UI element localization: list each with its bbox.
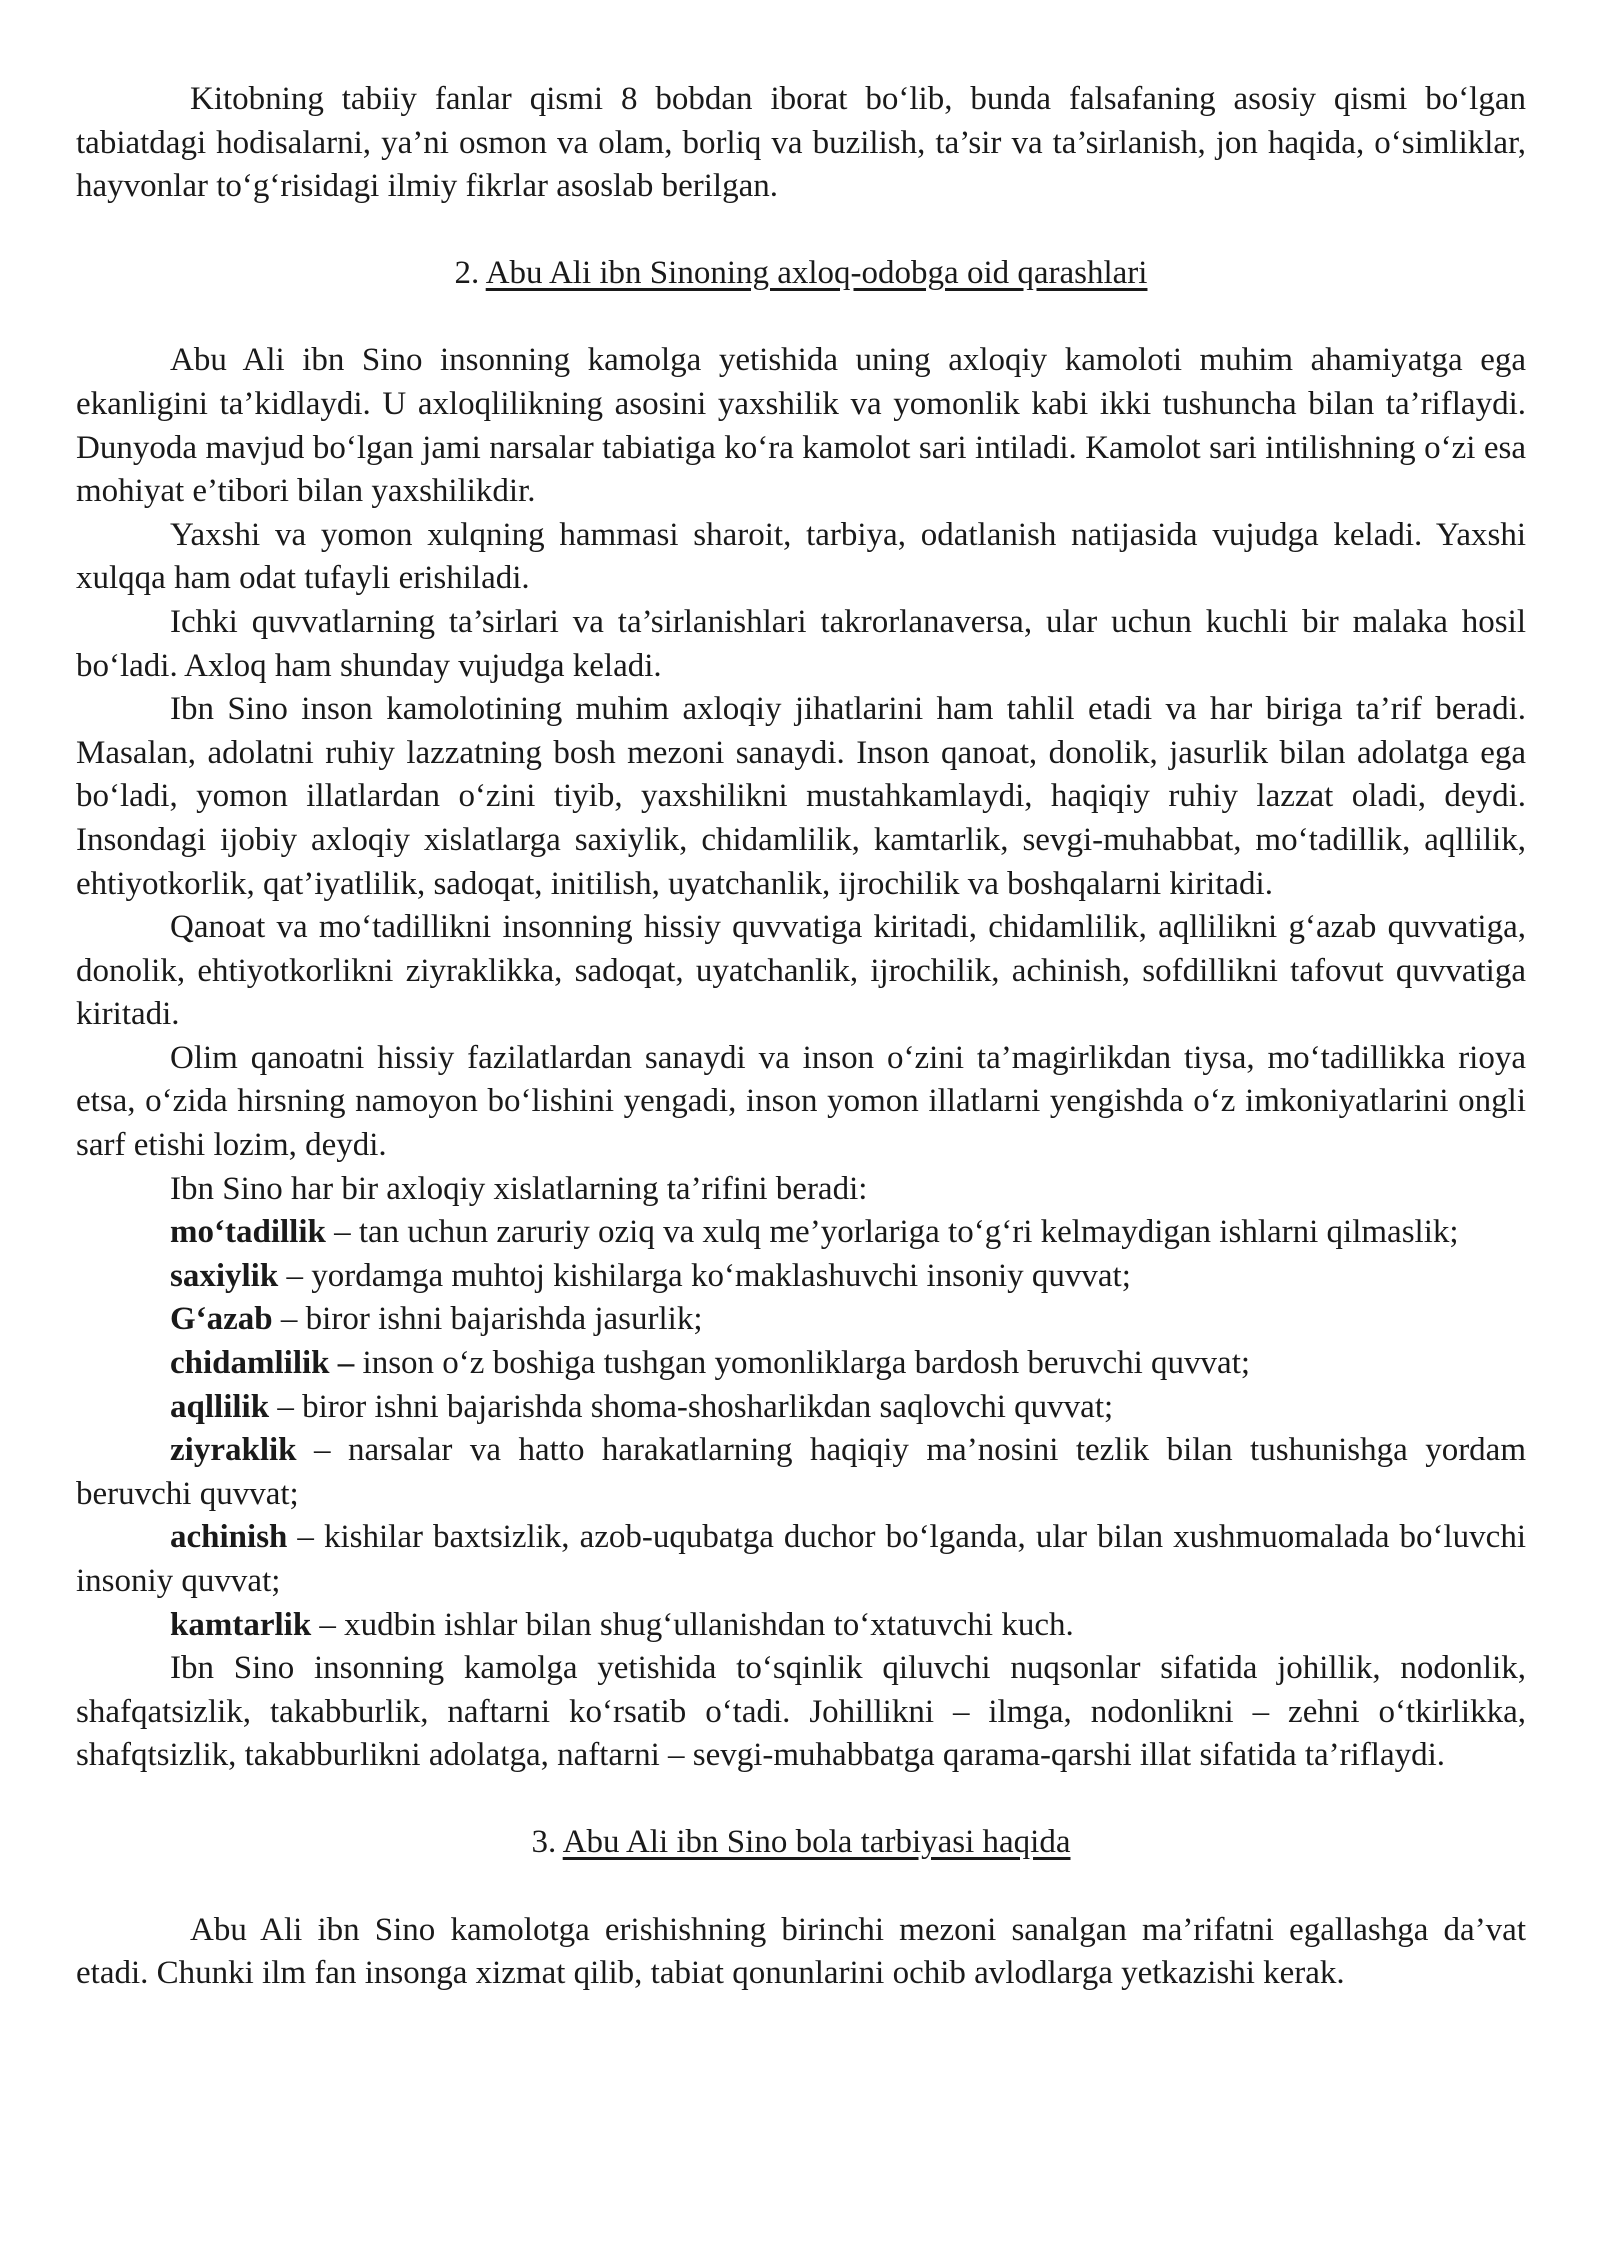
definition-item	[76, 1386, 1526, 1430]
definition-term: achinish	[170, 1519, 288, 1556]
section-2-paragraph: Ichki quvvatlarning ta’sirlari va ta’sirlanishlari takrorlanaversa, ular uchun kuchli bir malaka hosil bo‘ladi. Axloq ham shunday vujudga keladi.	[76, 603, 1526, 684]
definition-text: – yordamga muhtoj kishilarga ko‘maklashuvchi insoniy quvvat;	[278, 1257, 1131, 1294]
section-2-paragraph: Yaxshi va yomon xulqning hammasi sharoit, tarbiya, odatlanish natijasida vujudga keladi. Yaxshi xulqqa ham odat tufayli erishiladi.	[76, 516, 1526, 597]
section-2-title: Abu Ali ibn Sinoning axloq-odobga oid qarashlari	[485, 254, 1148, 291]
definition-term: G‘azab	[170, 1301, 273, 1338]
definition-item	[76, 1298, 1526, 1342]
section-2-paragraph: Qanoat va mo‘tadillikni insonning hissiy quvvatiga kiritadi, chidamlilik, aqllilikni g‘azab quvvatiga, donolik, ehtiyotkorlikni ziyraklikka, sadoqat, uyatchanlik, ijrochilik, achinish, sofdillikni tafovut quvvatiga kiritadi.	[76, 909, 1526, 1033]
section-2-number: 2.	[454, 254, 480, 291]
section-2-closing-paragraph: Ibn Sino insonning kamolga yetishida to‘sqinlik qiluvchi nuqsonlar sifatida johillik, nodonlik, shafqatsizlik, takabburlik, naftarni ko‘rsatib o‘tadi. Johillikni – ilmga, nodonlikni – zehni o‘tkirlikka, shafqtsizlik, takabburlikni adolatga, naftarni – sevgi-muhabbatga qarama-qarshi illat sifatida ta’riflaydi.	[76, 1650, 1526, 1774]
section-3-paragraph: Abu Ali ibn Sino kamolotga erishishning birinchi mezoni sanalgan ma’rifatni egallashga da’vat etadi. Chunki ilm fan insonga xizmat qilib, tabiat qonunlarini ochib avlodlarga yetkazishi kerak.	[76, 1911, 1526, 1992]
section-2-paragraph: Abu Ali ibn Sino insonning kamolga yetishida uning axloqiy kamoloti muhim ahamiyatga ega ekanligini ta’kidlaydi. U axloqlilikning asosini yaxshilik va yomonlik kabi ikki tushuncha bilan ta’riflaydi. Dunyoda mavjud bo‘lgan jami narsalar tabiatiga ko‘ra kamolot sari intiladi. Kamolot sari intilishning o‘zi esa mohiyat e’tibori bilan yaxshilikdir.	[76, 342, 1526, 510]
definition-term: ziyraklik	[170, 1432, 297, 1469]
definition-text: – kishilar baxtsizlik, azob-uqubatga duchor bo‘lganda, ular bilan xushmuomalada bo‘luvchi insoniy quvvat;	[76, 1519, 1526, 1599]
definition-item	[76, 1255, 1526, 1299]
definition-term: saxiylik	[170, 1257, 279, 1294]
definition-text: – narsalar va hatto harakatlarning haqiqiy ma’nosini tezlik bilan tushunishga yordam beruvchi quvvat;	[76, 1432, 1526, 1512]
section-3-heading	[76, 1821, 1526, 1865]
definition-text: – biror ishni bajarishda shoma-shosharlikdan saqlovchi quvvat;	[269, 1388, 1114, 1425]
section-2-paragraph: Olim qanoatni hissiy fazilatlardan sanaydi va inson o‘zini ta’magirlikdan tiysa, mo‘tadillikka rioya etsa, o‘zida hirsning namoyon bo‘lishini yengadi, inson yomon illatlarni yengishda o‘z imkoniyatlarini ongli sarf etishi lozim, deydi.	[76, 1039, 1526, 1164]
definition-text: inson o‘z boshiga tushgan yomonliklarga bardosh beruvchi quvvat;	[354, 1345, 1251, 1382]
definition-text: – xudbin ishlar bilan shug‘ullanishdan to‘xtatuvchi kuch.	[311, 1606, 1074, 1643]
section-3-title: Abu Ali ibn Sino bola tarbiyasi haqida	[562, 1823, 1071, 1860]
definition-item	[76, 1516, 1526, 1603]
definition-term: mo‘tadillik	[170, 1214, 326, 1251]
definition-term: aqllilik	[170, 1388, 270, 1425]
definition-item	[76, 1211, 1526, 1255]
definition-item	[76, 1429, 1526, 1516]
definition-term: chidamlilik –	[170, 1345, 355, 1382]
definition-item	[76, 1342, 1526, 1386]
section-2-paragraph: Ibn Sino inson kamolotining muhim axloqiy jihatlarini ham tahlil etadi va har biriga ta’rif beradi. Masalan, adolatni ruhiy lazzatning bosh mezoni sanaydi. Inson qanoat, donolik, jasurlik bilan adolatga ega bo‘ladi, yomon illatlardan o‘zini tiyib, yaxshilikni mustahkamlaydi, haqiqiy ruhiy lazzat oladi, deydi. Insondagi ijobiy axloqiy xislatlarga saxiylik, chidamlilik, kamtarlik, sevgi-muhabbat, mo‘tadillik, aqllilik, ehtiyotkorlik, qat’iyatlilik, sadoqat, initilish, uyatchanlik, ijrochilik va boshqalarni kiritadi.	[76, 691, 1526, 902]
section-2-heading	[76, 252, 1526, 296]
definition-item	[76, 1604, 1526, 1648]
definition-term: kamtarlik	[170, 1606, 312, 1643]
definition-text: – biror ishni bajarishda jasurlik;	[272, 1301, 703, 1338]
section-3-number: 3.	[531, 1823, 557, 1860]
intro-paragraph: Kitobning tabiiy fanlar qismi 8 bobdan iborat bo‘lib, bunda falsafaning asosiy qismi bo‘lgan tabiatdagi hodisalarni, ya’ni osmon va olam, borliq va buzilish, ta’sir va ta’sirlanish, jon haqida, o‘simliklar, hayvonlar to‘g‘risidagi ilmiy fikrlar asoslab berilgan.	[76, 81, 1526, 205]
definition-text: – tan uchun zaruriy oziq va xulq me’yorlariga to‘g‘ri kelmaydigan ishlarni qilmaslik;	[325, 1214, 1459, 1251]
section-2-paragraph: Ibn Sino har bir axloqiy xislatlarning ta’rifini beradi:	[170, 1170, 868, 1207]
